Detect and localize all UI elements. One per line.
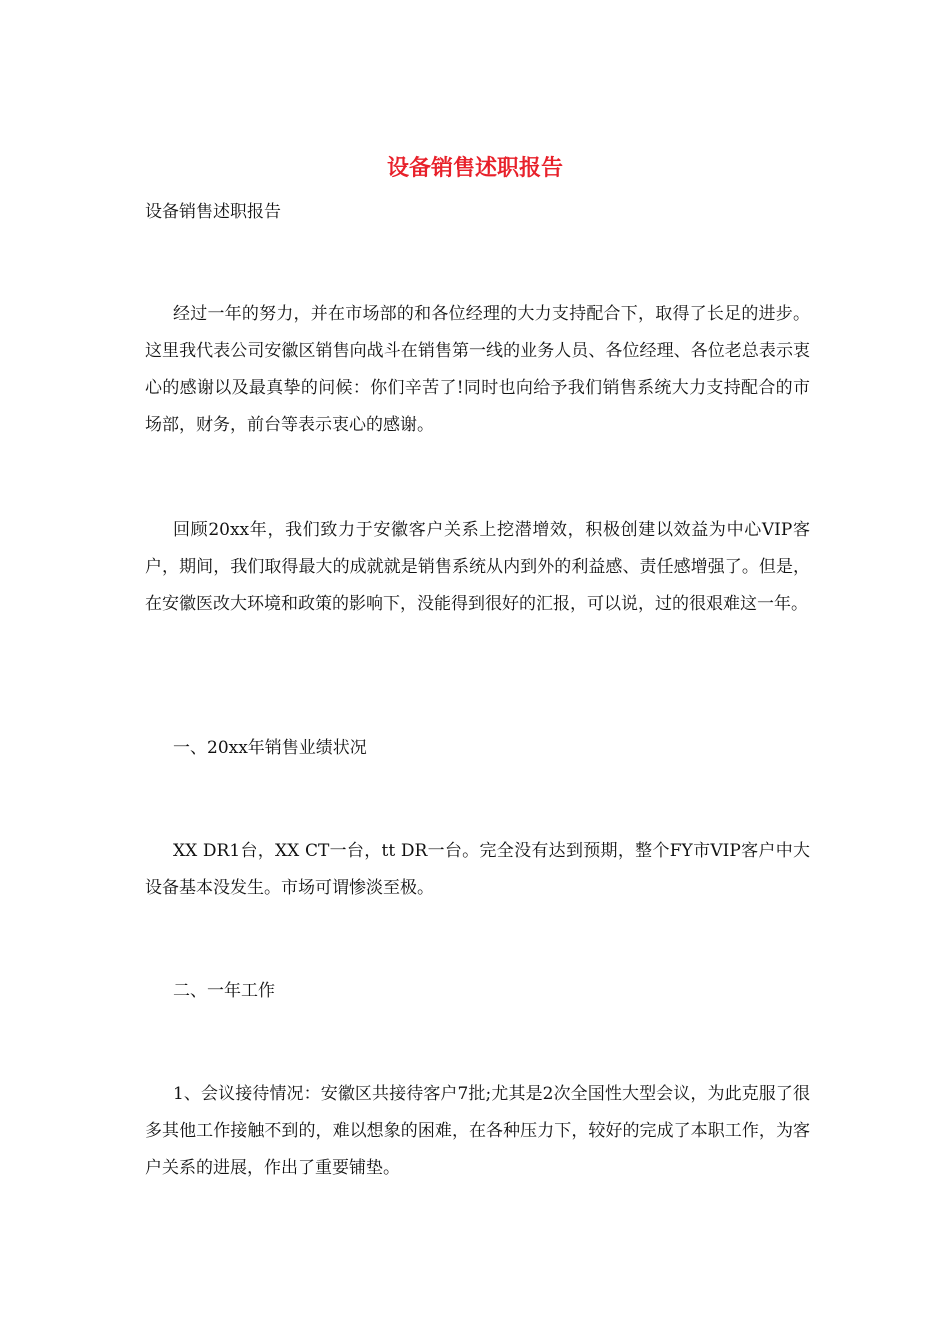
paragraph-review: 回顾20xx年，我们致力于安徽客户关系上挖潜增效，积极创建以效益为中心VIP客户，期间，我们取得最大的成就就是销售系统从内到外的利益感、责任感增强了。但是，在安徽医改大环境和政策的影响下，没能得到很好的汇报，可以说，过的很艰难这一年。 <box>145 520 810 614</box>
section-heading-sales-performance: 一、20xx年销售业绩状况 <box>173 738 367 758</box>
paragraph-meeting-reception: 1、会议接待情况：安徽区共接待客户7批;尤其是2次全国性大型会议，为此克服了很多其他工作接触不到的，难以想象的困难，在各种压力下，较好的完成了本职工作，为客户关系的进展，作出了重要铺垫。 <box>145 1084 810 1178</box>
document-title: 设备销售述职报告 <box>386 155 563 181</box>
paragraph-sales-performance: XX DR1台，XX CT一台，tt DR一台。完全没有达到预期，整个FY市VIP客户中大设备基本没发生。市场可谓惨淡至极。 <box>145 841 810 898</box>
paragraph-intro: 经过一年的努力，并在市场部的和各位经理的大力支持配合下，取得了长足的进步。这里我代表公司安徽区销售向战斗在销售第一线的业务人员、各位经理、各位老总表示衷心的感谢以及最真挚的问候：你们辛苦了!同时也向给予我们销售系统大力支持配合的市场部，财务，前台等表示衷心的感谢。 <box>145 304 810 435</box>
document-subtitle: 设备销售述职报告 <box>145 202 281 222</box>
section-heading-annual-work: 二、一年工作 <box>173 981 275 1001</box>
